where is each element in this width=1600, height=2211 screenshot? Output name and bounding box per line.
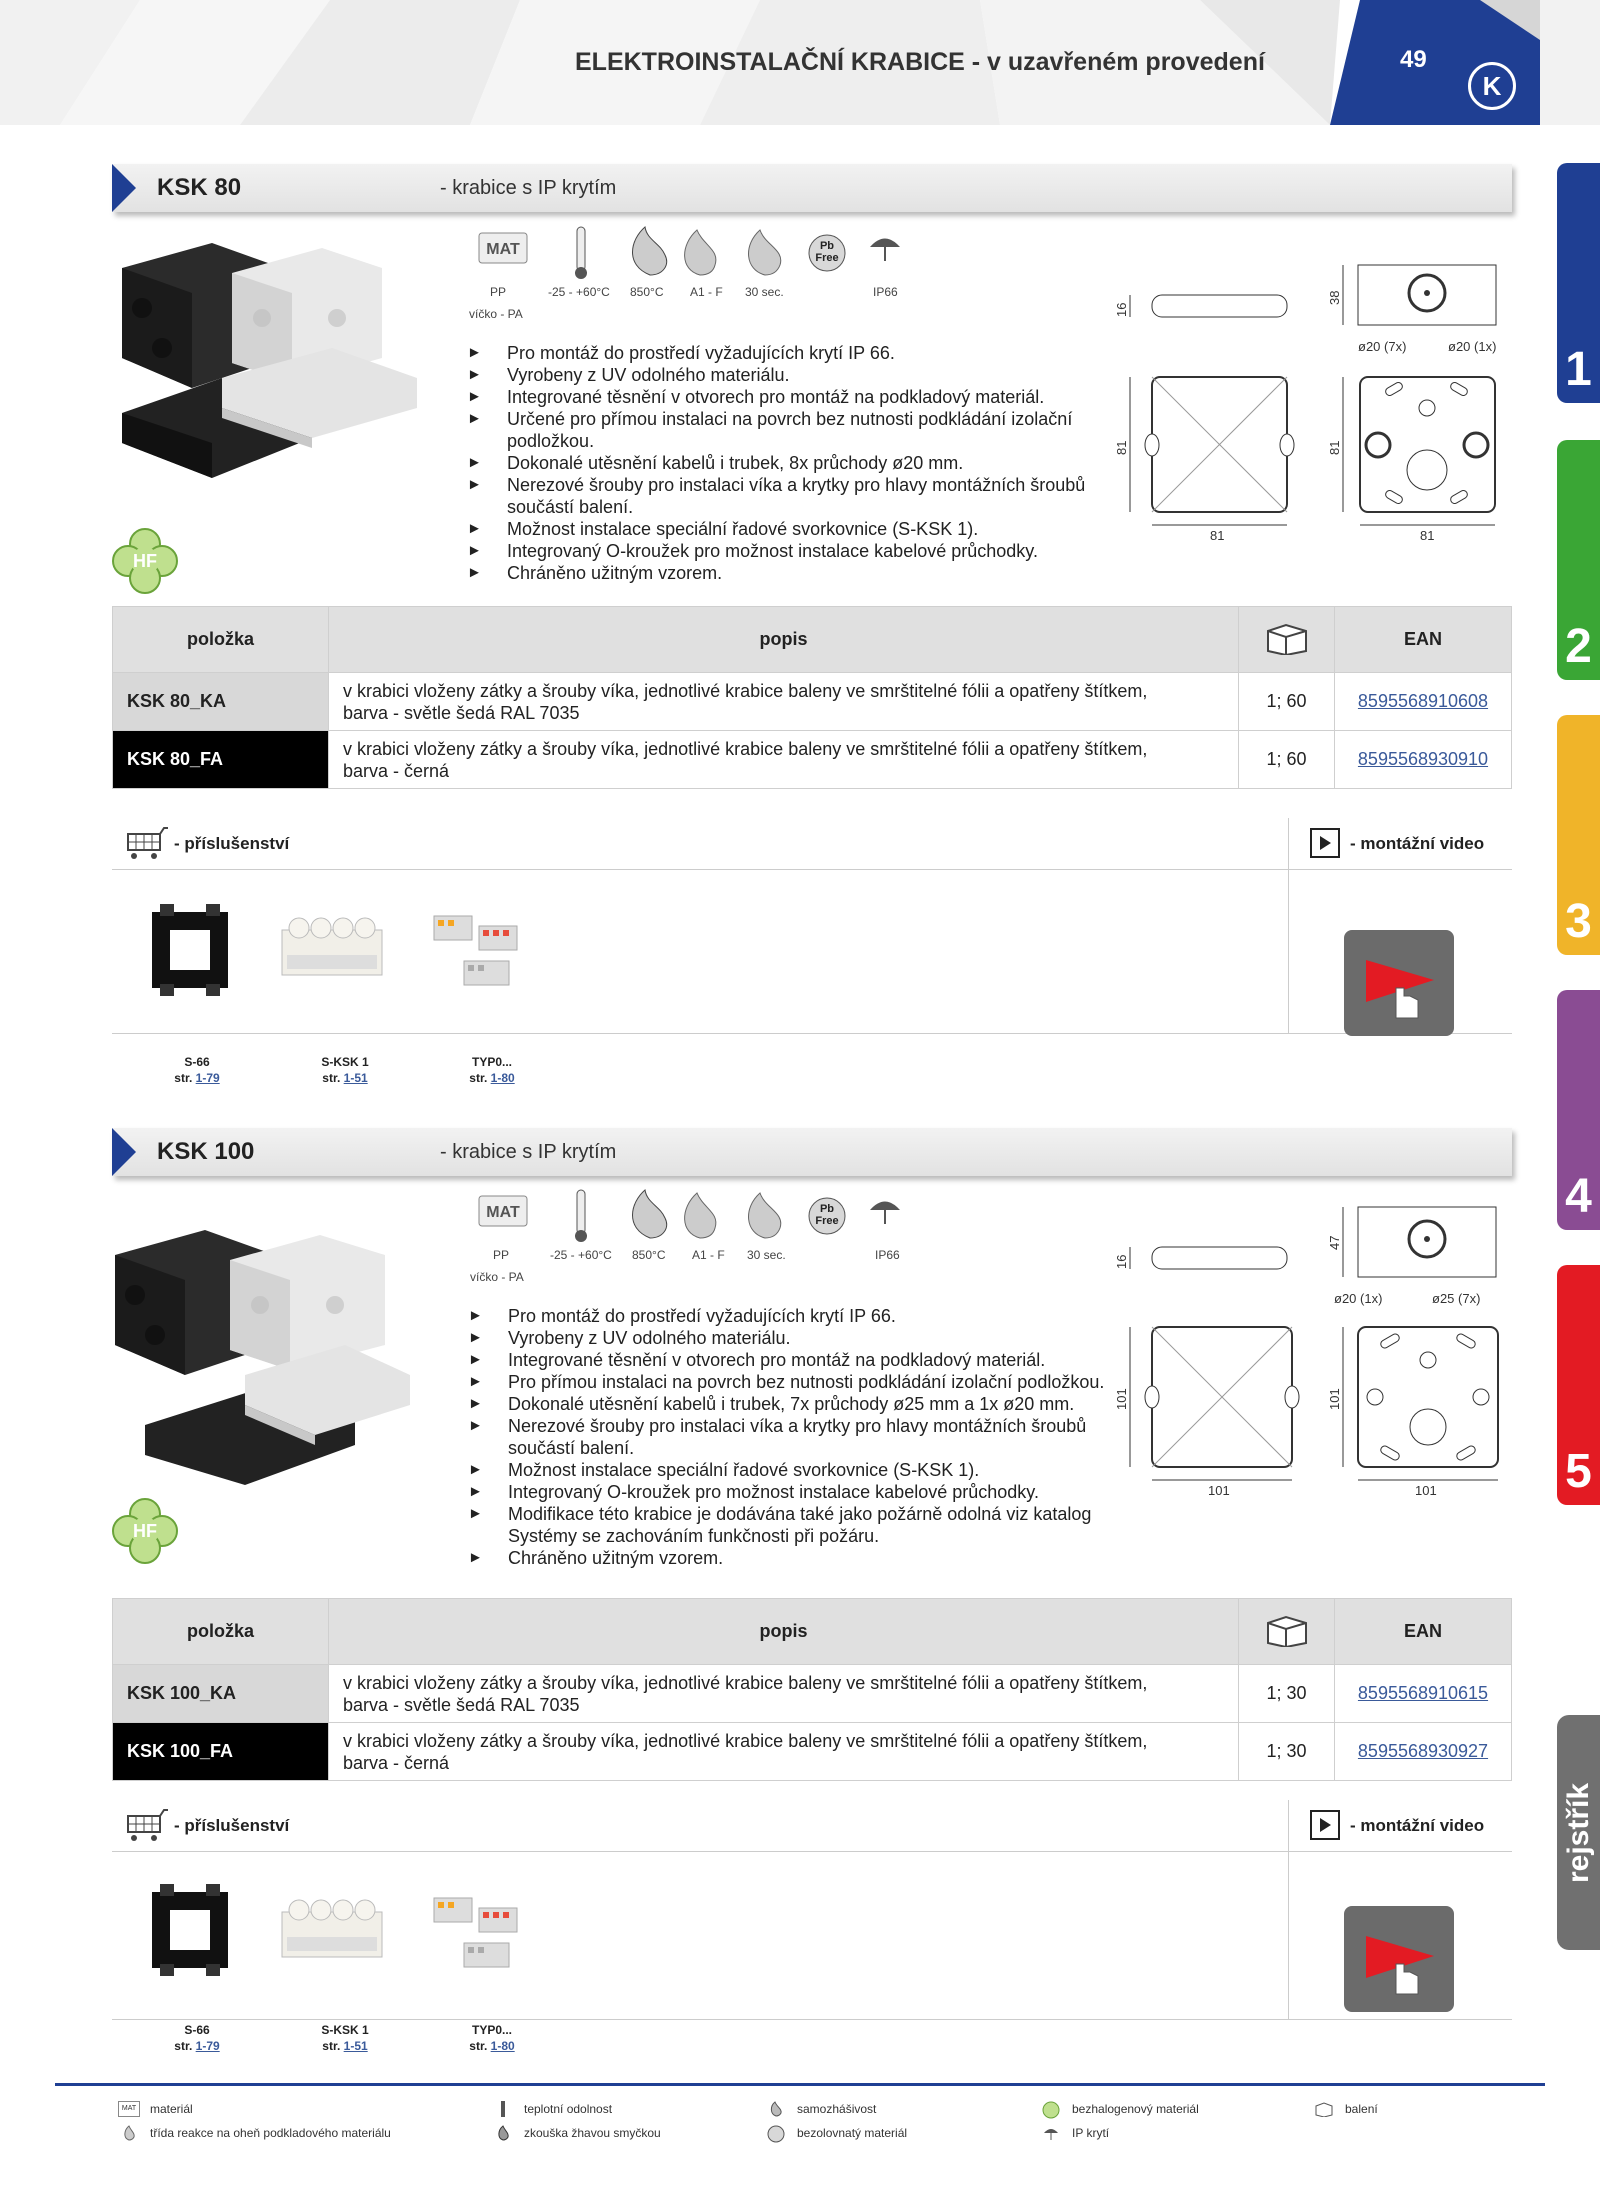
technical-drawing-ksk80 — [1110, 255, 1510, 545]
properties-icons-ksk100 — [475, 1188, 915, 1248]
properties-icons-ksk80 — [475, 225, 915, 285]
feature-item: ► Chráněno užitným vzorem. — [468, 1547, 1108, 1569]
row-ean[interactable]: 8595568930927 — [1335, 1723, 1512, 1781]
col-header-ean: EAN — [1335, 607, 1512, 673]
play-icon[interactable] — [1310, 828, 1340, 858]
glow-wire-icon — [492, 2125, 514, 2141]
umbrella-icon — [1040, 2125, 1062, 2141]
pb-free-icon-bottom: Free — [815, 1215, 839, 1227]
package-icon — [1264, 619, 1310, 655]
dim-lid-height: 16 — [1114, 302, 1129, 317]
package-icon — [1313, 2101, 1335, 2117]
row-ean[interactable]: 8595568930910 — [1335, 731, 1512, 789]
dim-hole-left: ø20 (7x) — [1358, 339, 1407, 354]
product-photo-ksk100 — [105, 1225, 415, 1495]
feature-item: ► Nerezové šrouby pro instalaci víka a krytky pro hlavy montážních šroubů součástí balení. — [468, 1415, 1108, 1459]
dim-depth-2: 101 — [1327, 1388, 1342, 1410]
accessory-image-typ0 — [424, 1888, 524, 1978]
page-number: 49 — [1400, 46, 1427, 73]
flame-icon — [118, 2125, 140, 2141]
table-row — [113, 1665, 1512, 1723]
product-table-ksk80 — [112, 606, 1512, 789]
package-icon — [1264, 1611, 1310, 1647]
icon-label-self-extinguish: 30 sec. — [747, 1248, 786, 1262]
page-header-title: ELEKTROINSTALAČNÍ KRABICE - v uzavřeném provedení — [575, 48, 1265, 76]
pb-free-icon-bottom: Free — [815, 252, 839, 264]
hf-badge-text: HF — [133, 1521, 157, 1541]
accessory-image-sksk1 — [277, 910, 387, 990]
accessory-image-typ0 — [424, 906, 524, 996]
dim-hole-left: ø20 (1x) — [1334, 1291, 1383, 1306]
hf-badge-text: HF — [133, 551, 157, 571]
icon-label-glow-wire: 850°C — [630, 285, 664, 299]
accessories-block-ksk80 — [112, 818, 1512, 1085]
legend-item: třída reakce na oheň podkladového materiálu — [118, 2125, 391, 2141]
feature-list-ksk100 — [468, 1305, 1108, 1569]
pb-free-icon — [765, 2125, 787, 2141]
row-pack: 1; 30 — [1239, 1723, 1335, 1781]
feature-item: ► Vyrobeny z UV odolného materiálu. — [468, 1327, 1108, 1349]
dim-hole-right: ø20 (1x) — [1448, 339, 1497, 354]
brand-logo: K — [1468, 62, 1516, 110]
feature-item: ► Vyrobeny z UV odolného materiálu. — [467, 364, 1117, 386]
section-arrow-icon — [112, 1128, 136, 1176]
product-name: KSK 100 — [157, 1138, 255, 1165]
side-tab-index[interactable]: rejstřík — [1557, 1715, 1600, 1950]
play-icon[interactable] — [1310, 1810, 1340, 1840]
row-desc: v krabici vloženy zátky a šrouby víka, jednotlivé krabice baleny ve smrštitelné fólii a opatřeny štítkem, barva - světle šedá RAL 7035 — [329, 1665, 1239, 1723]
feature-item: ► Integrovaný O-kroužek pro možnost instalace kabelové průchodky. — [467, 540, 1117, 562]
dim-width: 81 — [1210, 528, 1225, 543]
table-row — [113, 673, 1512, 731]
feature-item: ► Integrované těsnění v otvorech pro montáž na podkladový materiál. — [467, 386, 1117, 408]
row-ean[interactable]: 8595568910608 — [1335, 673, 1512, 731]
row-ean[interactable]: 8595568910615 — [1335, 1665, 1512, 1723]
product-subtitle: - krabice s IP krytím — [440, 177, 617, 199]
icon-label-temperature: -25 - +60°C — [550, 1248, 612, 1262]
video-play-icon — [1344, 930, 1454, 1036]
feature-item: ► Dokonalé utěsnění kabelů i trubek, 7x průchody ø25 mm a 1x ø20 mm. — [468, 1393, 1108, 1415]
col-header-item: položka — [113, 1599, 329, 1665]
legend-item: samozhášivost — [765, 2101, 876, 2117]
legend-item: teplotní odolnost — [492, 2101, 612, 2117]
product-table-ksk100 — [112, 1598, 1512, 1781]
product-photo-ksk80 — [112, 238, 422, 508]
dim-depth: 81 — [1114, 440, 1129, 455]
accessory-image-s66 — [140, 900, 240, 1000]
dim-box-height: 38 — [1327, 290, 1342, 305]
feature-item: ► Integrované těsnění v otvorech pro montáž na podkladový materiál. — [468, 1349, 1108, 1371]
dim-depth-2: 81 — [1327, 440, 1342, 455]
hf-badge-icon — [112, 1498, 178, 1564]
icon-label-ip: IP66 — [875, 1248, 900, 1262]
video-play-icon — [1344, 1906, 1454, 2012]
row-code: KSK 100_KA — [113, 1665, 329, 1723]
icon-label-glow-wire: 850°C — [632, 1248, 666, 1262]
accessory-image-sksk1 — [277, 1892, 387, 1972]
icon-label-fire-class: A1 - F — [692, 1248, 725, 1262]
hf-icon — [1040, 2101, 1062, 2117]
accessory-image-s66 — [140, 1880, 240, 1980]
icon-label-temperature: -25 - +60°C — [548, 285, 610, 299]
legend-item: bezolovnatý materiál — [765, 2125, 907, 2141]
accessory-sksk1[interactable]: S-KSK 1 str. 1-51 — [321, 2023, 369, 2053]
icon-label-ip: IP66 — [873, 285, 898, 299]
pb-free-icon-top: Pb — [819, 1203, 835, 1215]
icon-label-self-extinguish: 30 sec. — [745, 285, 784, 299]
self-extinguish-icon — [765, 2101, 787, 2117]
legend-item: IP krytí — [1040, 2125, 1109, 2141]
side-tab-3[interactable]: 3 — [1557, 715, 1600, 955]
side-tab-1[interactable]: 1 — [1557, 163, 1600, 403]
header-blue-flag — [1330, 0, 1540, 125]
col-header-desc: popis — [329, 607, 1239, 673]
feature-item: ► Možnost instalace speciální řadové svorkovnice (S-KSK 1). — [467, 518, 1117, 540]
accessories-block-ksk100 — [112, 1800, 1512, 2053]
row-pack: 1; 60 — [1239, 673, 1335, 731]
accessory-typ0[interactable]: TYP0... str. 1-80 — [469, 1055, 515, 1085]
thermometer-icon — [492, 2101, 514, 2117]
mat-icon: MAT — [486, 241, 520, 258]
video-play-button[interactable] — [1344, 930, 1454, 1036]
side-tab-5[interactable]: 5 — [1557, 1265, 1600, 1505]
feature-item: ► Dokonalé utěsnění kabelů i trubek, 8x průchody ø20 mm. — [467, 452, 1117, 474]
feature-item: ► Možnost instalace speciální řadové svorkovnice (S-KSK 1). — [468, 1459, 1108, 1481]
product-name: KSK 80 — [157, 174, 242, 201]
dim-lid-height: 16 — [1114, 1254, 1129, 1269]
legend-item: MAT materiál — [118, 2101, 193, 2117]
col-header-ean: EAN — [1335, 1599, 1512, 1665]
dim-width-2: 81 — [1420, 528, 1435, 543]
accessories-title: - příslušenství — [174, 1816, 290, 1835]
legend-item: bezhalogenový materiál — [1040, 2101, 1199, 2117]
product-subtitle: - krabice s IP krytím — [440, 1141, 617, 1163]
table-row — [113, 1723, 1512, 1781]
side-tab-2[interactable]: 2 — [1557, 440, 1600, 680]
row-code: KSK 80_FA — [113, 731, 329, 789]
mat-icon: MAT — [486, 1204, 520, 1221]
cart-icon — [124, 826, 168, 862]
dim-box-height: 47 — [1327, 1235, 1342, 1250]
col-header-package — [1239, 607, 1335, 673]
feature-item: ► Modifikace této krabice je dodávána také jako požárně odolná viz katalog Systémy se zachováním funkčnosti při požáru. — [468, 1503, 1108, 1547]
feature-list-ksk80 — [467, 342, 1117, 584]
row-desc: v krabici vloženy zátky a šrouby víka, jednotlivé krabice baleny ve smrštitelné fólii a opatřeny štítkem, barva - černá — [329, 731, 1239, 789]
section-header-ksk80 — [112, 164, 1512, 212]
accessory-s66[interactable]: S-66 str. 1-79 — [174, 1055, 220, 1085]
dim-depth: 101 — [1114, 1388, 1129, 1410]
row-pack: 1; 60 — [1239, 731, 1335, 789]
table-row — [113, 731, 1512, 789]
row-desc: v krabici vloženy zátky a šrouby víka, jednotlivé krabice baleny ve smrštitelné fólii a opatřeny štítkem, barva - černá — [329, 1723, 1239, 1781]
feature-item: ► Pro montáž do prostředí vyžadujících krytí IP 66. — [467, 342, 1117, 364]
video-play-button[interactable] — [1344, 1906, 1454, 2012]
dim-hole-right: ø25 (7x) — [1432, 1291, 1481, 1306]
accessory-typ0[interactable]: TYP0... str. 1-80 — [469, 2023, 515, 2053]
footer-divider — [55, 2083, 1545, 2086]
hf-badge-icon — [112, 528, 178, 594]
side-tab-4[interactable]: 4 — [1557, 990, 1600, 1230]
feature-item: ► Určené pro přímou instalaci na povrch bez nutnosti podkládání izolační podložkou. — [467, 408, 1117, 452]
icon-label-material-lid: víčko - PA — [469, 307, 523, 321]
section-arrow-icon — [112, 164, 136, 212]
pb-free-icon-top: Pb — [819, 240, 835, 252]
feature-item: ► Nerezové šrouby pro instalaci víka a krytky pro hlavy montážních šroubů součástí balení. — [467, 474, 1117, 518]
row-code: KSK 100_FA — [113, 1723, 329, 1781]
feature-item: ► Pro montáž do prostředí vyžadujících krytí IP 66. — [468, 1305, 1108, 1327]
icon-label-material-lid: víčko - PA — [470, 1270, 524, 1284]
col-header-item: položka — [113, 607, 329, 673]
row-desc: v krabici vloženy zátky a šrouby víka, jednotlivé krabice baleny ve smrštitelné fólii a opatřeny štítkem, barva - světle šedá RAL 7035 — [329, 673, 1239, 731]
section-header-ksk100 — [112, 1128, 1512, 1176]
accessories-title: - příslušenství — [174, 834, 290, 853]
technical-drawing-ksk100 — [1110, 1205, 1510, 1505]
icon-label-material: PP — [490, 285, 507, 299]
mat-icon: MAT — [118, 2101, 140, 2117]
icon-label-material: PP — [493, 1248, 510, 1262]
col-header-desc: popis — [329, 1599, 1239, 1665]
col-header-package — [1239, 1599, 1335, 1665]
video-title: - montážní video — [1350, 1816, 1485, 1835]
feature-item: ► Pro přímou instalaci na povrch bez nutnosti podkládání izolační podložkou. — [468, 1371, 1108, 1393]
legend-item: zkouška žhavou smyčkou — [492, 2125, 661, 2141]
icon-label-fire-class: A1 - F — [690, 285, 723, 299]
legend-item: balení — [1313, 2101, 1378, 2117]
accessory-s66[interactable]: S-66 str. 1-79 — [174, 2023, 220, 2053]
dim-width: 101 — [1208, 1483, 1230, 1498]
feature-item: ► Integrovaný O-kroužek pro možnost instalace kabelové průchodky. — [468, 1481, 1108, 1503]
accessory-sksk1[interactable]: S-KSK 1 str. 1-51 — [321, 1055, 369, 1085]
video-title: - montážní video — [1350, 834, 1485, 853]
row-code: KSK 80_KA — [113, 673, 329, 731]
cart-icon — [124, 1808, 168, 1844]
row-pack: 1; 30 — [1239, 1665, 1335, 1723]
feature-item: ► Chráněno užitným vzorem. — [467, 562, 1117, 584]
dim-width-2: 101 — [1415, 1483, 1437, 1498]
